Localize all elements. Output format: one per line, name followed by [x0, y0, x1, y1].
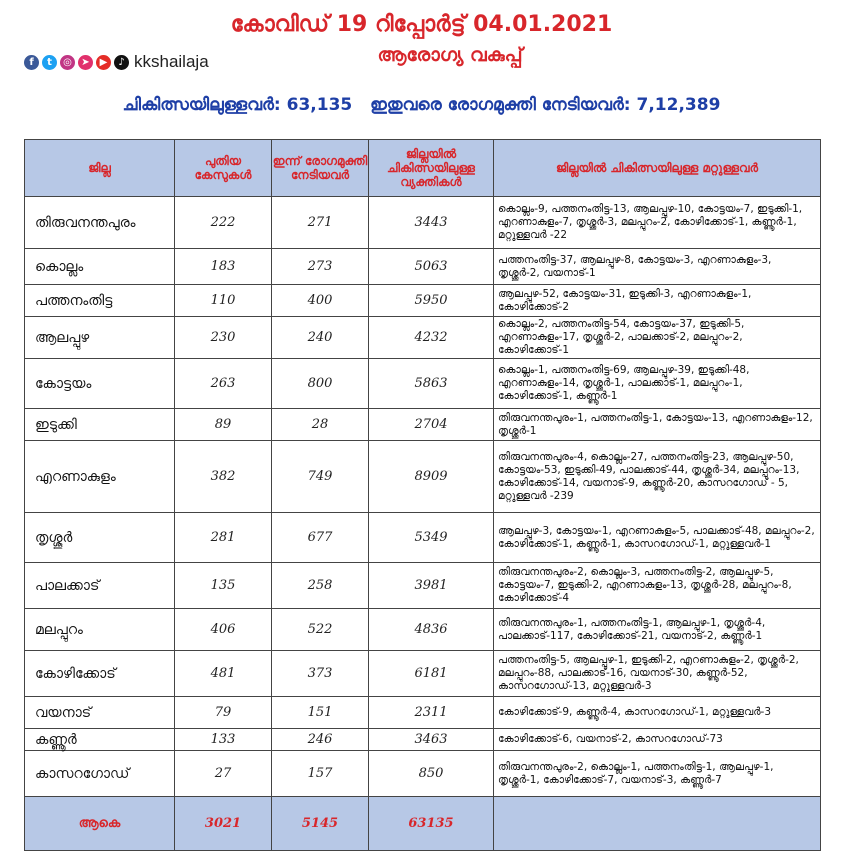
recovered-cell: 151 — [272, 697, 369, 729]
new-cases-cell: 222 — [175, 197, 272, 249]
district-name-cell: കൊല്ലം — [25, 249, 175, 285]
total-new-cases-cell: 3021 — [175, 797, 272, 851]
new-cases-cell: 406 — [175, 609, 272, 651]
in-treatment-cell: 3443 — [369, 197, 494, 249]
recovered-cell: 240 — [272, 317, 369, 359]
district-name-cell: തൃശ്ശൂർ — [25, 513, 175, 563]
header-others: ജില്ലയിൽ ചികിത്സയിലുള്ള മറ്റുള്ളവർ — [494, 140, 821, 197]
table-row — [25, 249, 821, 285]
new-cases-cell: 110 — [175, 285, 272, 317]
in-treatment-cell: 2704 — [369, 409, 494, 441]
social-handle: kkshailaja — [134, 52, 209, 71]
table-row — [25, 197, 821, 249]
in-treatment-cell: 5863 — [369, 359, 494, 409]
in-treatment-cell: 8909 — [369, 441, 494, 513]
district-name-cell: കാസറഗോഡ് — [25, 751, 175, 797]
total-in-treatment-cell: 63135 — [369, 797, 494, 851]
recovered-cell: 373 — [272, 651, 369, 697]
new-cases-cell: 27 — [175, 751, 272, 797]
others-cell: ആലപ്പുഴ-52, കോട്ടയം-31, ഇടുക്കി-3, എറണാകുളം-1, കോഴിക്കോട്-2 — [494, 285, 821, 317]
district-name-cell: എറണാകുളം — [25, 441, 175, 513]
in-treatment-cell: 5063 — [369, 249, 494, 285]
recovered-cell: 258 — [272, 563, 369, 609]
total-row — [25, 797, 821, 851]
in-treatment-cell: 2311 — [369, 697, 494, 729]
in-treatment-cell: 5950 — [369, 285, 494, 317]
table-row — [25, 729, 821, 751]
others-cell: കൊല്ലം-2, പത്തനംതിട്ട-54, കോട്ടയം-37, ഇടുക്കി-5, എറണാകുളം-17, തൃശ്ശൂർ-2, പാലക്കാട്-2, മലപ്പുറം-2, കോഴിക്കോട്-1 — [494, 317, 821, 359]
header-in-treatment: ജില്ലയിൽ ചികിത്സയിലുള്ള വ്യക്തികൾ — [369, 140, 494, 197]
table-header-row — [25, 140, 821, 197]
in-treatment-cell: 6181 — [369, 651, 494, 697]
report-title: കോവിഡ് 19 റിപ്പോർട്ട് 04.01.2021 — [230, 12, 613, 37]
district-table — [24, 139, 821, 851]
recovered-cell: 749 — [272, 441, 369, 513]
recovered-cell: 400 — [272, 285, 369, 317]
new-cases-cell: 281 — [175, 513, 272, 563]
new-cases-cell: 481 — [175, 651, 272, 697]
recovered-cell: 271 — [272, 197, 369, 249]
social-links — [24, 52, 209, 72]
district-name-cell: തിരുവനന്തപുരം — [25, 197, 175, 249]
header-new-cases: പുതിയ കേസുകൾ — [175, 140, 272, 197]
table-row — [25, 359, 821, 409]
total-recovered-cell: 5145 — [272, 797, 369, 851]
others-cell: കോഴിക്കോട്-9, കണ്ണൂർ-4, കാസറഗോഡ്-1, മറ്റുള്ളവർ-3 — [494, 697, 821, 729]
others-cell: കൊല്ലം-1, പത്തനംതിട്ട-69, ആലപ്പുഴ-39, ഇടുക്കി-48, എറണാകുളം-14, തൃശ്ശൂർ-1, പാലക്കാട്-1, മലപ്പുറം-1, കോഴിക്കോട്-1, കണ്ണൂർ-1 — [494, 359, 821, 409]
table-row — [25, 317, 821, 359]
header-recovered: ഇന്ന് രോഗമുക്തി നേടിയവർ — [272, 140, 369, 197]
recovered-cell: 677 — [272, 513, 369, 563]
recovered-cell: 273 — [272, 249, 369, 285]
in-treatment-cell: 3463 — [369, 729, 494, 751]
others-cell: തിരുവനന്തപുരം-1, പത്തനംതിട്ട-1, കോട്ടയം-13, എറണാകുളം-12, തൃശ്ശൂർ-1 — [494, 409, 821, 441]
recovered-cell: 800 — [272, 359, 369, 409]
recovered-cell: 157 — [272, 751, 369, 797]
recovered-total-summary: ഇതുവരെ രോഗമുക്തി നേടിയവർ: 7,12,389 — [370, 95, 721, 115]
recovered-cell: 522 — [272, 609, 369, 651]
telegram-icon[interactable]: ➤ — [78, 55, 93, 70]
new-cases-cell: 263 — [175, 359, 272, 409]
new-cases-cell: 183 — [175, 249, 272, 285]
total-others-cell — [494, 797, 821, 851]
table-row — [25, 513, 821, 563]
in-treatment-cell: 4836 — [369, 609, 494, 651]
department-name: ആരോഗ്യ വകുപ്പ് — [377, 44, 523, 66]
header-district: ജില്ല — [25, 140, 175, 197]
table-row — [25, 441, 821, 513]
facebook-icon[interactable]: f — [24, 55, 39, 70]
total-label-cell: ആകെ — [25, 797, 175, 851]
new-cases-cell: 133 — [175, 729, 272, 751]
new-cases-cell: 230 — [175, 317, 272, 359]
youtube-icon[interactable]: ▶ — [96, 55, 111, 70]
district-name-cell: വയനാട് — [25, 697, 175, 729]
table-row — [25, 751, 821, 797]
new-cases-cell: 89 — [175, 409, 272, 441]
in-treatment-cell: 3981 — [369, 563, 494, 609]
others-cell: പത്തനംതിട്ട-37, ആലപ്പുഴ-8, കോട്ടയം-3, എറണാകുളം-3, തൃശ്ശൂർ-2, വയനാട്-1 — [494, 249, 821, 285]
in-treatment-cell: 4232 — [369, 317, 494, 359]
others-cell: തിരുവനന്തപുരം-1, പത്തനംതിട്ട-1, ആലപ്പുഴ-1, തൃശ്ശൂർ-4, പാലക്കാട്-117, കോഴിക്കോട്-21, വയനാട്-2, കണ്ണൂർ-1 — [494, 609, 821, 651]
district-name-cell: ഇടുക്കി — [25, 409, 175, 441]
others-cell: ആലപ്പുഴ-3, കോട്ടയം-1, എറണാകുളം-5, പാലക്കാട്-48, മലപ്പുറം-2, കോഴിക്കോട്-1, കണ്ണൂർ-1, കാസറഗോഡ്-1, മറ്റുള്ളവർ-1 — [494, 513, 821, 563]
others-cell: കൊല്ലം-9, പത്തനംതിട്ട-13, ആലപ്പുഴ-10, കോട്ടയം-7, ഇടുക്കി-1, എറണാകുളം-7, തൃശ്ശൂർ-3, മലപ്പുറം-2, കോഴിക്കോട്-1, കണ്ണൂർ-1, മറ്റുള്ളവർ -22 — [494, 197, 821, 249]
in-treatment-summary: ചികിത്സയിലുള്ളവർ: 63,135 — [122, 95, 353, 115]
others-cell: തിരുവനന്തപുരം-2, കൊല്ലം-1, പത്തനംതിട്ട-1, ആലപ്പുഴ-1, തൃശ്ശൂർ-1, കോഴിക്കോട്-7, വയനാട്-3, കണ്ണൂർ-7 — [494, 751, 821, 797]
new-cases-cell: 135 — [175, 563, 272, 609]
table-row — [25, 285, 821, 317]
district-name-cell: പത്തനംതിട്ട — [25, 285, 175, 317]
in-treatment-cell: 850 — [369, 751, 494, 797]
district-name-cell: കോട്ടയം — [25, 359, 175, 409]
tiktok-icon[interactable]: ♪ — [114, 55, 129, 70]
others-cell: തിരുവനന്തപുരം-2, കൊല്ലം-3, പത്തനംതിട്ട-2, ആലപ്പുഴ-5, കോട്ടയം-7, ഇടുക്കി-2, എറണാകുളം-13, തൃശ്ശൂർ-28, മലപ്പുറം-8, കോഴിക്കോട്-4 — [494, 563, 821, 609]
district-name-cell: ആലപ്പുഴ — [25, 317, 175, 359]
table-row — [25, 409, 821, 441]
instagram-icon[interactable]: ◎ — [60, 55, 75, 70]
table-row — [25, 697, 821, 729]
table-body — [25, 197, 821, 851]
summary-line — [0, 95, 843, 115]
table-row — [25, 651, 821, 697]
new-cases-cell: 79 — [175, 697, 272, 729]
twitter-icon[interactable]: t — [42, 55, 57, 70]
in-treatment-cell: 5349 — [369, 513, 494, 563]
district-name-cell: കോഴിക്കോട് — [25, 651, 175, 697]
recovered-cell: 28 — [272, 409, 369, 441]
others-cell: കോഴിക്കോട്-6, വയനാട്-2, കാസറഗോഡ്-73 — [494, 729, 821, 751]
table-row — [25, 609, 821, 651]
recovered-cell: 246 — [272, 729, 369, 751]
district-name-cell: കണ്ണൂർ — [25, 729, 175, 751]
district-name-cell: പാലക്കാട് — [25, 563, 175, 609]
new-cases-cell: 382 — [175, 441, 272, 513]
table-row — [25, 563, 821, 609]
district-name-cell: മലപ്പുറം — [25, 609, 175, 651]
others-cell: തിരുവനന്തപുരം-4, കൊല്ലം-27, പത്തനംതിട്ട-23, ആലപ്പുഴ-50, കോട്ടയം-53, ഇടുക്കി-49, പാലക്കാട്-44, തൃശ്ശൂർ-34, മലപ്പുറം-13, കോഴിക്കോട്-14, വയനാട്-9, കണ്ണൂർ-20, കാസറഗോഡ് - 5, മറ്റുള്ളവർ -239 — [494, 441, 821, 513]
others-cell: പത്തനംതിട്ട-5, ആലപ്പുഴ-1, ഇടുക്കി-2, എറണാകുളം-2, തൃശ്ശൂർ-2, മലപ്പുറം-88, പാലക്കാട്-16, വയനാട്-30, കണ്ണൂർ-52, കാസറഗോഡ്-13, മറ്റുള്ളവർ-3 — [494, 651, 821, 697]
